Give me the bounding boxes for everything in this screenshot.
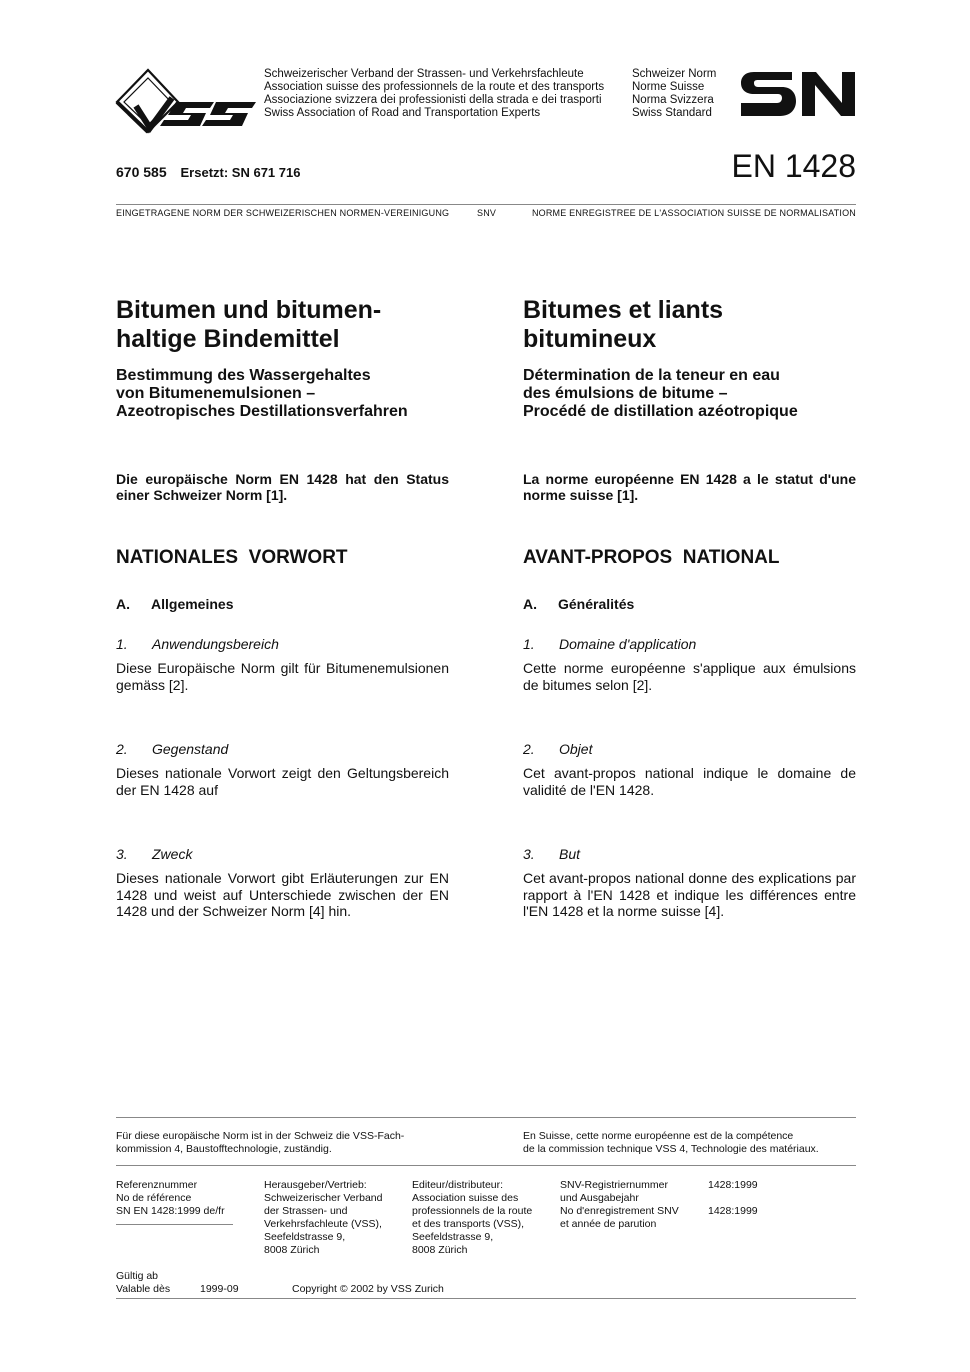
item-2-num-fr: 2. <box>523 741 535 757</box>
subsection-a-title-fr: Généralités <box>558 596 635 612</box>
competence-fr: En Suisse, cette norme européenne est de la compétence de la commission technique VSS 4, Technologie des matériaux. <box>523 1130 819 1155</box>
snv-label-de: SNV-Registriernummer und Ausgabejahr <box>560 1179 668 1204</box>
title-de: Bitumen und bitumen- haltige Bindemittel <box>116 296 382 353</box>
en-number: EN 1428 <box>731 148 856 184</box>
vss-number: 670 585 <box>116 164 167 180</box>
item-3-num-de: 3. <box>116 846 128 862</box>
item-1-heading-fr <box>523 636 856 652</box>
register-mid: SNV <box>477 208 497 218</box>
subtitle-fr: Détermination de la teneur en eau des émulsions de bitume – Procédé de distillation azéotropique <box>523 367 798 420</box>
norm-line-fr: Norme Suisse <box>632 81 705 93</box>
subtitle-de: Bestimmung des Wassergehaltes von Bitumenemulsionen – Azeotropisches Destillationsverfahren <box>116 367 408 420</box>
footer-divider-top <box>116 1117 856 1118</box>
item-1-title-de: Anwendungsbereich <box>152 636 279 652</box>
replaces-text: Ersetzt: SN 671 716 <box>180 165 301 180</box>
section-heading-fr: AVANT-PROPOS NATIONAL <box>523 547 780 568</box>
item-3-num-fr: 3. <box>523 846 535 862</box>
reference-underline <box>116 1224 233 1225</box>
assoc-line-it: Associazione svizzera dei professionisti della strada e dei trasporti <box>264 94 602 106</box>
norm-line-de: Schweizer Norm <box>632 68 717 80</box>
sn-logo-icon <box>740 70 856 118</box>
footer-divider-bottom <box>116 1298 856 1299</box>
item-2-text-de: Dieses nationale Vorwort zeigt den Geltungsbereich der EN 1428 auf <box>116 765 449 798</box>
valid-label: Gültig ab Valable dès <box>116 1270 171 1295</box>
association-names <box>264 68 604 120</box>
item-3-text-de: Dieses nationale Vorwort gibt Erläuterungen zur EN 1428 und weist auf Unterschiede zwischen der EN 1428 und der Schweizer Norm [4] hin. <box>116 870 449 919</box>
status-fr: La norme européenne EN 1428 a le statut d'une norme suisse [1]. <box>523 471 856 503</box>
item-1-heading-de <box>116 636 449 652</box>
item-1-text-fr: Cette norme européenne s'applique aux émulsions de bitumes selon [2]. <box>523 660 856 693</box>
norm-line-it: Norma Svizzera <box>632 94 714 106</box>
publisher-de: Herausgeber/Vertrieb: Schweizerischer Verband der Strassen- und Verkehrsfachleute (VSS), Seefeldstrasse 9, 8008 Zürich <box>264 1179 383 1256</box>
subsection-a-fr <box>523 596 856 612</box>
item-3-heading-de <box>116 846 449 862</box>
status-de: Die europäische Norm EN 1428 hat den Status einer Schweizer Norm [1]. <box>116 471 449 503</box>
subsection-a-title-de: Allgemeines <box>151 596 234 612</box>
item-2-title-de: Gegenstand <box>152 741 229 757</box>
item-3-heading-fr <box>523 846 856 862</box>
register-left: EINGETRAGENE NORM DER SCHWEIZERISCHEN NORMEN-VEREINIGUNG <box>116 208 450 218</box>
item-3-title-de: Zweck <box>152 846 193 862</box>
norm-names <box>632 68 716 120</box>
column-fr <box>523 296 856 920</box>
item-2-heading-fr <box>523 741 856 757</box>
competence-de: Für diese europäische Norm ist in der Schweiz die VSS-Fach- kommission 4, Baustofftechnologie, zuständig. <box>116 1130 405 1155</box>
vss-logo-icon <box>114 68 259 134</box>
valid-date: 1999-09 <box>200 1283 239 1295</box>
subsection-a-de <box>116 596 449 612</box>
register-right: NORME ENREGISTREE DE L'ASSOCIATION SUISSE DE NORMALISATION <box>531 208 856 218</box>
header-divider <box>116 204 856 205</box>
item-2-text-fr: Cet avant-propos national indique le domaine de validité de l'EN 1428. <box>523 765 856 798</box>
item-1-num-fr: 1. <box>523 636 535 652</box>
assoc-line-de: Schweizerischer Verband der Strassen- und Verkehrsfachleute <box>264 68 584 80</box>
item-3-text-fr: Cet avant-propos national donne des explications par rapport à l'EN 1428 et indique les différences entre l'EN 1428 et la norme suisse [4]. <box>523 870 856 919</box>
subsection-a-num-fr: A. <box>523 596 537 612</box>
snv-value-de: 1428:1999 <box>708 1179 758 1191</box>
item-3-title-fr: But <box>559 846 581 862</box>
snv-label-fr: No d'enregistrement SNV et année de parution <box>560 1205 679 1230</box>
norm-number <box>116 164 300 180</box>
norm-line-en: Swiss Standard <box>632 107 712 119</box>
item-1-text-de: Diese Europäische Norm gilt für Bitumenemulsionen gemäss [2]. <box>116 660 449 693</box>
column-de <box>116 296 449 920</box>
assoc-line-fr: Association suisse des professionnels de la route et des transports <box>264 81 605 93</box>
item-2-num-de: 2. <box>116 741 128 757</box>
item-1-num-de: 1. <box>116 636 128 652</box>
item-2-title-fr: Objet <box>559 741 593 757</box>
sn-logo <box>740 70 856 118</box>
subsection-a-num-de: A. <box>116 596 130 612</box>
reference-number: Referenznummer No de référence SN EN 1428:1999 de/fr <box>116 1179 225 1217</box>
footer-divider-mid <box>116 1165 856 1166</box>
section-heading-de: NATIONALES VORWORT <box>116 547 348 568</box>
vss-logo <box>114 68 259 134</box>
snv-value-fr: 1428:1999 <box>708 1205 758 1217</box>
copyright: Copyright © 2002 by VSS Zurich <box>292 1283 444 1295</box>
title-fr: Bitumes et liants bitumineux <box>523 296 724 353</box>
publisher-fr: Editeur/distributeur: Association suisse des professionnels de la route et des transports (VSS), Seefeldstrasse 9, 8008 Zürich <box>412 1179 533 1256</box>
item-2-heading-de <box>116 741 449 757</box>
item-1-title-fr: Domaine d'application <box>559 636 697 652</box>
assoc-line-en: Swiss Association of Road and Transportation Experts <box>264 107 541 119</box>
